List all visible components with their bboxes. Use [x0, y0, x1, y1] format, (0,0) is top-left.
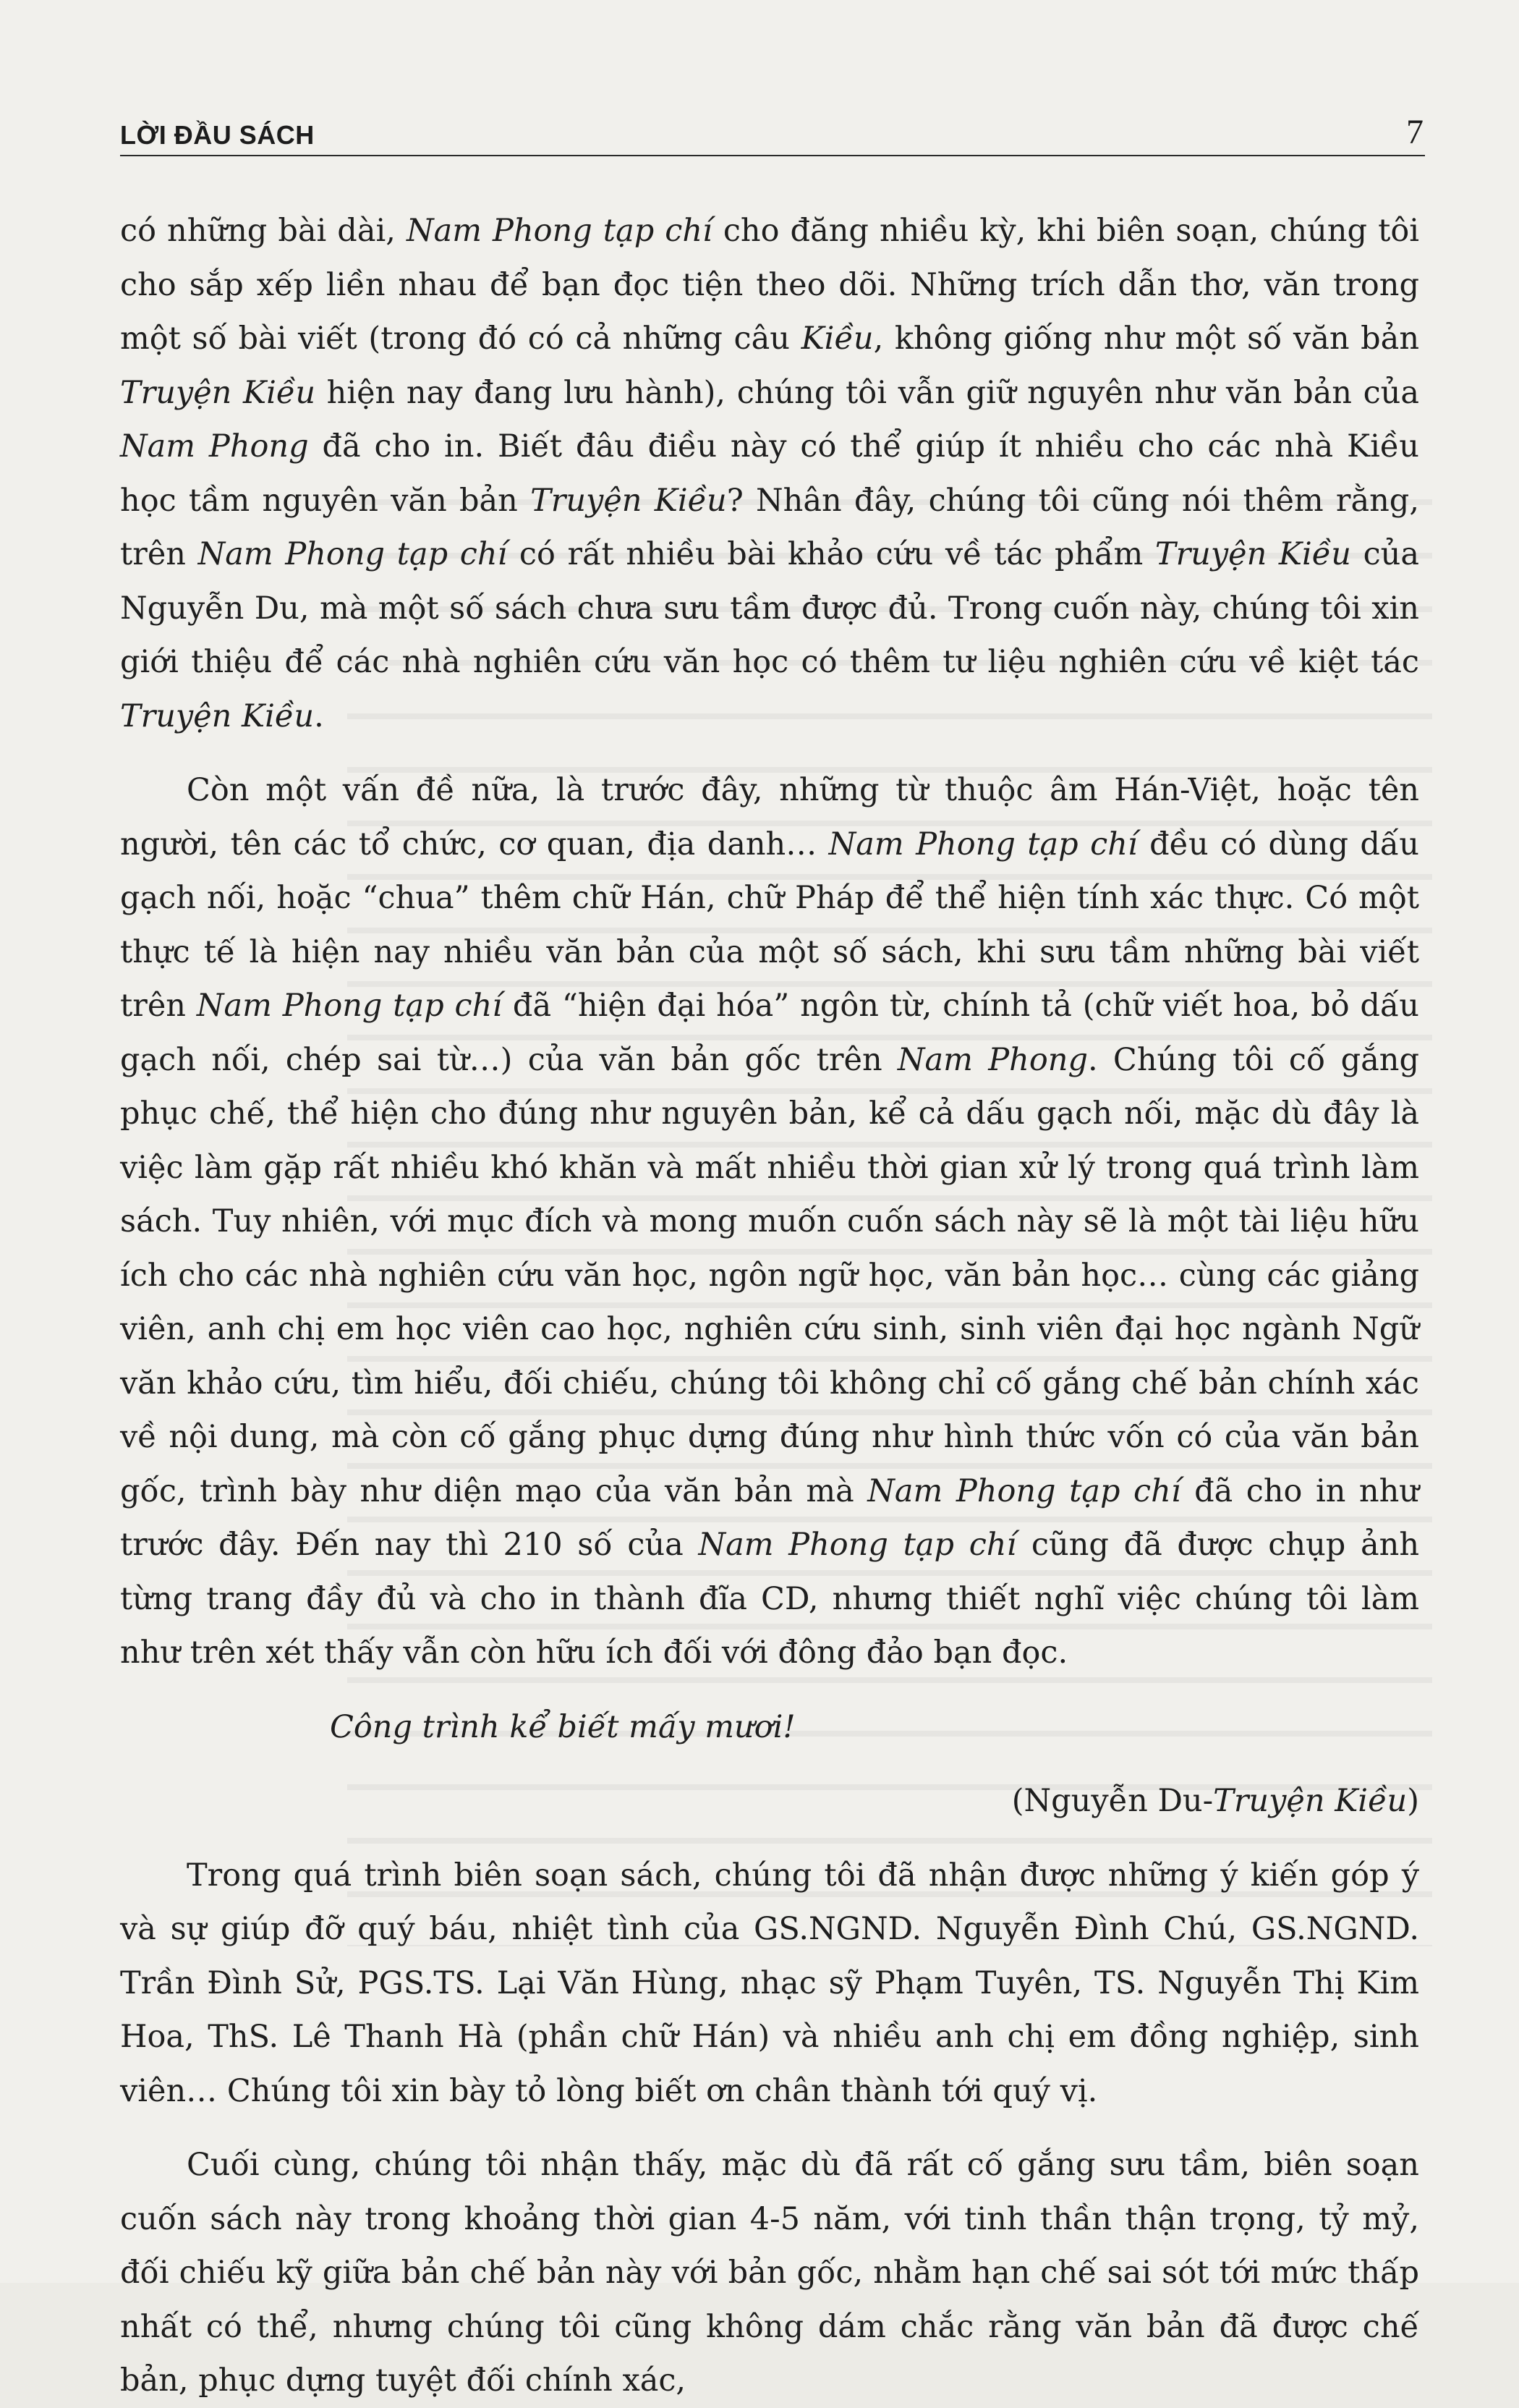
text-run: đã cho in. Biết đâu điều này có thể giúp ít nhiều cho các nhà Kiều học tầm nguyên văn bản [120, 428, 1419, 519]
italic-title: Nam Phong tạp chí [406, 213, 712, 249]
paragraph-2 [120, 763, 1419, 1680]
page-header [120, 106, 1425, 156]
text-run: ? Nhân đây, chúng tôi cũng nói thêm rằng, trên [120, 482, 1419, 572]
italic-title: Nam Phong [120, 428, 309, 465]
italic-title: Nam Phong tạp chí [197, 536, 508, 572]
page-number: 7 [1406, 113, 1424, 151]
paragraph-1 [120, 204, 1419, 743]
page-body [120, 204, 1419, 2408]
paragraph-3: Trong quá trình biên soạn sách, chúng tôi đã nhận được những ý kiến góp ý và sự giúp đỡ quý báu, nhiệt tình của GS.NGND. Nguyễn Đình Chú, GS.NGND. Trần Đình Sử, PGS.TS. Lại Văn Hùng, nhạc sỹ Phạm Tuyên, TS. Nguyễn Thị Kim Hoa, ThS. Lê Thanh Hà (phần chữ Hán) và nhiều anh chị em đồng nghiệp, sinh viên… Chúng tôi xin bày tỏ lòng biết ơn chân thành tới quý vị. [120, 1857, 1419, 2109]
text-run: đã “hiện đại hóa” ngôn từ, chính tả (chữ viết hoa, bỏ dấu gạch nối, chép sai từ…) của văn bản gốc trên [120, 988, 1420, 1078]
attribution-prefix: (Nguyễn Du- [1011, 1783, 1214, 1819]
verse-quote: Công trình kể biết mấy mươi! [330, 1708, 796, 1745]
italic-title: Truyện Kiều [1154, 536, 1351, 572]
italic-title: Nam Phong [897, 1041, 1088, 1078]
text-run: . Chúng tôi cố gắng phục chế, thể hiện cho đúng như nguyên bản, kể cả dấu gạch nối, mặc dù đây là việc làm gặp rất nhiều khó khăn và mất nhiều thời gian xử lý trong quá trình làm sách. Tuy nhiên, với mục đích và mong muốn cuốn sách này sẽ là một tài liệu hữu ích cho các nhà nghiên cứu văn học, ngôn ngữ học, văn bản học… cùng các giảng viên, anh chị em học viên cao học, nghiên cứu sinh, sinh viên đại học ngành Ngữ văn khảo cứu, tìm hiểu, đối chiếu, chúng tôi không chỉ cố gắng chế bản chính xác về nội dung, mà còn cố gắng phục dựng đúng như hình thức vốn có của văn bản gốc, trình bày như diện mạo của văn bản mà [120, 1041, 1419, 1509]
running-head: LỜI ĐẦU SÁCH [120, 120, 315, 150]
text-run: cho đăng nhiều kỳ, khi biên soạn, chúng tôi cho sắp xếp liền nhau để bạn đọc tiện theo dõi. Những trích dẫn thơ, văn trong một số bài viết (trong đó có cả những câu [120, 213, 1419, 357]
text-run: , không giống như một số văn bản [873, 321, 1420, 357]
italic-title: Kiều [801, 321, 874, 357]
italic-title: Nam Phong tạp chí [867, 1472, 1181, 1509]
paragraph-4: Cuối cùng, chúng tôi nhận thấy, mặc dù đã rất cố gắng sưu tầm, biên soạn cuốn sách này trong khoảng thời gian 4-5 năm, với tinh thần thận trọng, tỷ mỷ, đối chiếu kỹ giữa bản chế bản này với bản gốc, nhằm hạn chế sai sót tới mức thấp nhất có thể, nhưng chúng tôi cũng không dám chắc rằng văn bản đã được chế bản, phục dựng tuyệt đối chính xác, [120, 2147, 1419, 2399]
text-run: của Nguyễn Du, mà một số sách chưa sưu tầm được đủ. Trong cuốn này, chúng tôi xin giới thiệu để các nhà nghiên cứu văn học có thêm tư liệu nghiên cứu về kiệt tác [120, 536, 1419, 680]
text-run: . [314, 698, 324, 734]
attribution-title: Truyện Kiều [1213, 1783, 1408, 1819]
italic-title: Truyện Kiều [120, 698, 315, 734]
text-run: cũng đã được chụp ảnh từng trang đầy đủ và cho in thành đĩa CD, nhưng thiết nghĩ việc chúng tôi làm như trên xét thấy vẫn còn hữu ích đối với đông đảo bạn đọc. [120, 1527, 1420, 1671]
text-run: có rất nhiều bài khảo cứu về tác phẩm [507, 536, 1155, 572]
text-run: có những bài dài, [120, 213, 407, 249]
text-run: hiện nay đang lưu hành), chúng tôi vẫn giữ nguyên như văn bản của [315, 374, 1419, 411]
italic-title: Nam Phong tạp chí [828, 826, 1138, 862]
text-run: Còn một vấn đề nữa, là trước đây, những từ thuộc âm Hán-Việt, hoặc tên người, tên các tổ chức, cơ quan, địa danh… [120, 772, 1419, 862]
attribution-suffix: ) [1407, 1783, 1419, 1819]
italic-title: Truyện Kiều [530, 482, 727, 519]
text-run: đã cho in như trước đây. Đến nay thì 210 số của [120, 1472, 1419, 1563]
text-run: đều có dùng dấu gạch nối, hoặc “chua” thêm chữ Hán, chữ Pháp để thể hiện tính xác thực. Có một thực tế là hiện nay nhiều văn bản của một số sách, khi sưu tầm những bài viết trên [120, 826, 1419, 1024]
italic-title: Truyện Kiều [120, 374, 316, 411]
italic-title: Nam Phong tạp chí [196, 988, 503, 1024]
verse-attribution [120, 1774, 1419, 1828]
italic-title: Nam Phong tạp chí [698, 1527, 1017, 1563]
